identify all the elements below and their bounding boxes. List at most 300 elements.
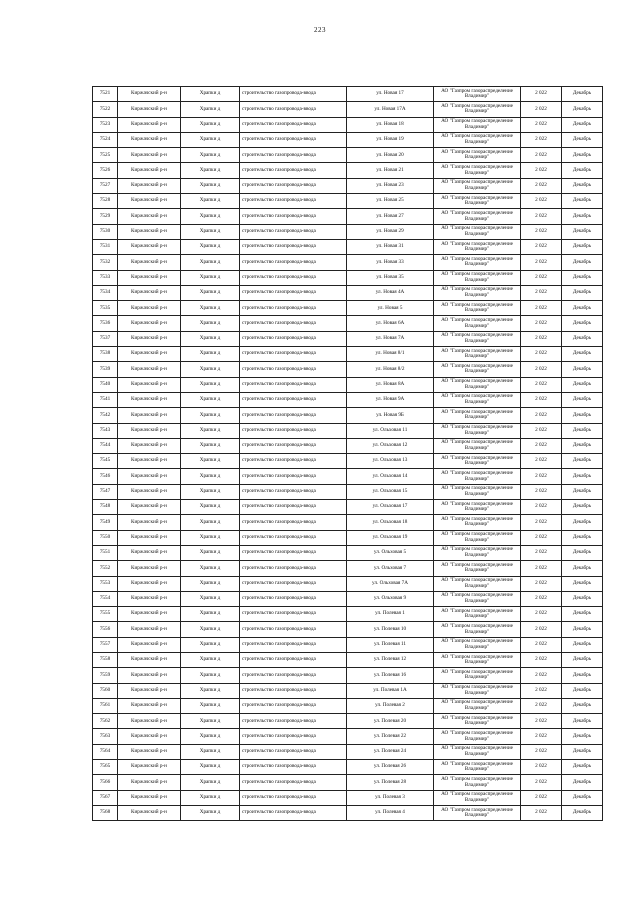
district-cell: Киржачский р-н <box>118 469 181 484</box>
organization-line-1: АО "Газпром газораспределение <box>441 454 513 461</box>
organization-cell <box>434 117 521 132</box>
work-type-cell: строительство газопровода-ввода <box>240 744 347 759</box>
table-row <box>93 637 603 652</box>
year-cell: 2 022 <box>521 362 562 377</box>
address-cell: ул. Полевая 11 <box>347 637 434 652</box>
year-cell: 2 022 <box>521 698 562 713</box>
year-cell: 2 022 <box>521 714 562 729</box>
district-cell: Киржачский р-н <box>118 270 181 285</box>
village-cell: Храпки д <box>181 239 240 254</box>
organization-cell <box>434 362 521 377</box>
organization-line-2: Владимир" <box>464 246 490 253</box>
organization-line-1: АО "Газпром газораспределение <box>441 791 513 798</box>
organization-line-2: Владимир" <box>464 93 490 100</box>
row-number-cell: 7560 <box>93 683 118 698</box>
organization-line-2: Владимир" <box>464 720 490 727</box>
organization-cell <box>434 805 521 820</box>
organization-cell <box>434 484 521 499</box>
work-type-cell: строительство газопровода-ввода <box>240 760 347 775</box>
address-cell: ул. Ольховая 13 <box>347 454 434 469</box>
organization-line-1: АО "Газпром газораспределение <box>441 393 513 400</box>
year-cell: 2 022 <box>521 637 562 652</box>
organization-line-2: Владимир" <box>464 123 490 130</box>
month-cell: Декабрь <box>562 744 603 759</box>
month-cell: Декабрь <box>562 347 603 362</box>
organization-line-1: АО "Газпром газораспределение <box>441 148 513 155</box>
year-cell: 2 022 <box>521 438 562 453</box>
district-cell: Киржачский р-н <box>118 102 181 117</box>
district-cell: Киржачский р-н <box>118 178 181 193</box>
village-cell: Храпки д <box>181 423 240 438</box>
address-cell: ул. Полевая 4 <box>347 805 434 820</box>
month-cell: Декабрь <box>562 255 603 270</box>
organization-line-2: Владимир" <box>464 781 490 788</box>
work-type-cell: строительство газопровода-ввода <box>240 698 347 713</box>
organization-cell <box>434 209 521 224</box>
village-cell: Храпки д <box>181 637 240 652</box>
month-cell: Декабрь <box>562 239 603 254</box>
organization-line-1: АО "Газпром газораспределение <box>441 378 513 385</box>
address-cell: ул. Новая 20 <box>347 148 434 163</box>
work-type-cell: строительство газопровода-ввода <box>240 224 347 239</box>
row-number-cell: 7521 <box>93 87 118 102</box>
table-row <box>93 331 603 346</box>
district-cell: Киржачский р-н <box>118 194 181 209</box>
village-cell: Храпки д <box>181 469 240 484</box>
district-cell: Киржачский р-н <box>118 591 181 606</box>
month-cell: Декабрь <box>562 591 603 606</box>
table-row <box>93 132 603 147</box>
row-number-cell: 7533 <box>93 270 118 285</box>
year-cell: 2 022 <box>521 194 562 209</box>
organization-line-2: Владимир" <box>464 766 490 773</box>
organization-line-1: АО "Газпром газораспределение <box>441 699 513 706</box>
month-cell: Декабрь <box>562 714 603 729</box>
year-cell: 2 022 <box>521 530 562 545</box>
village-cell: Храпки д <box>181 530 240 545</box>
work-type-cell: строительство газопровода-ввода <box>240 484 347 499</box>
year-cell: 2 022 <box>521 209 562 224</box>
row-number-cell: 7522 <box>93 102 118 117</box>
row-number-cell: 7566 <box>93 775 118 790</box>
organization-cell <box>434 729 521 744</box>
work-type-cell: строительство газопровода-ввода <box>240 347 347 362</box>
organization-cell <box>434 652 521 667</box>
organization-line-2: Владимир" <box>464 230 490 237</box>
year-cell: 2 022 <box>521 576 562 591</box>
village-cell: Храпки д <box>181 178 240 193</box>
address-cell: ул. Новая 19 <box>347 132 434 147</box>
month-cell: Декабрь <box>562 362 603 377</box>
organization-cell <box>434 714 521 729</box>
address-cell: ул. Ольховая 15 <box>347 484 434 499</box>
organization-cell <box>434 622 521 637</box>
organization-line-2: Владимир" <box>464 215 490 222</box>
district-cell: Киржачский р-н <box>118 515 181 530</box>
address-cell: ул. Новая 8А <box>347 377 434 392</box>
month-cell: Декабрь <box>562 637 603 652</box>
address-cell: ул. Полевая 28 <box>347 775 434 790</box>
village-cell: Храпки д <box>181 408 240 423</box>
village-cell: Храпки д <box>181 102 240 117</box>
village-cell: Храпки д <box>181 148 240 163</box>
month-cell: Декабрь <box>562 392 603 407</box>
address-cell: ул. Новая 17А <box>347 102 434 117</box>
organization-cell <box>434 347 521 362</box>
year-cell: 2 022 <box>521 224 562 239</box>
organization-cell <box>434 224 521 239</box>
organization-cell <box>434 438 521 453</box>
year-cell: 2 022 <box>521 102 562 117</box>
organization-line-1: АО "Газпром газораспределение <box>441 332 513 339</box>
row-number-cell: 7549 <box>93 515 118 530</box>
organization-line-1: АО "Газпром газораспределение <box>441 362 513 369</box>
table-row <box>93 729 603 744</box>
work-type-cell: строительство газопровода-ввода <box>240 423 347 438</box>
table-row <box>93 178 603 193</box>
organization-line-2: Владимир" <box>464 552 490 559</box>
village-cell: Храпки д <box>181 591 240 606</box>
work-type-cell: строительство газопровода-ввода <box>240 392 347 407</box>
district-cell: Киржачский р-н <box>118 148 181 163</box>
year-cell: 2 022 <box>521 652 562 667</box>
table-row <box>93 301 603 316</box>
row-number-cell: 7550 <box>93 530 118 545</box>
organization-line-1: АО "Газпром газораспределение <box>441 424 513 431</box>
work-type-cell: строительство газопровода-ввода <box>240 454 347 469</box>
month-cell: Декабрь <box>562 377 603 392</box>
work-type-cell: строительство газопровода-ввода <box>240 178 347 193</box>
month-cell: Декабрь <box>562 561 603 576</box>
district-cell: Киржачский р-н <box>118 163 181 178</box>
table-row <box>93 469 603 484</box>
month-cell: Декабрь <box>562 285 603 300</box>
row-number-cell: 7541 <box>93 392 118 407</box>
year-cell: 2 022 <box>521 347 562 362</box>
table-row <box>93 576 603 591</box>
organization-line-1: АО "Газпром газораспределение <box>441 118 513 125</box>
work-type-cell: строительство газопровода-ввода <box>240 87 347 102</box>
village-cell: Храпки д <box>181 392 240 407</box>
row-number-cell: 7524 <box>93 132 118 147</box>
row-number-cell: 7538 <box>93 347 118 362</box>
work-type-cell: строительство газопровода-ввода <box>240 132 347 147</box>
organization-line-1: АО "Газпром газораспределение <box>441 577 513 584</box>
organization-line-2: Владимир" <box>464 490 490 497</box>
address-cell: ул. Ольховая 5 <box>347 545 434 560</box>
table-row <box>93 591 603 606</box>
village-cell: Храпки д <box>181 285 240 300</box>
table-row <box>93 239 603 254</box>
organization-line-1: АО "Газпром газораспределение <box>441 164 513 171</box>
village-cell: Храпки д <box>181 194 240 209</box>
organization-line-1: АО "Газпром газораспределение <box>441 301 513 308</box>
address-cell: ул. Ольховая 19 <box>347 530 434 545</box>
district-cell: Киржачский р-н <box>118 87 181 102</box>
village-cell: Храпки д <box>181 438 240 453</box>
work-type-cell: строительство газопровода-ввода <box>240 209 347 224</box>
table-row <box>93 392 603 407</box>
organization-line-2: Владимир" <box>464 154 490 161</box>
address-cell: ул. Новая 21 <box>347 163 434 178</box>
row-number-cell: 7536 <box>93 316 118 331</box>
organization-cell <box>434 576 521 591</box>
year-cell: 2 022 <box>521 760 562 775</box>
organization-line-2: Владимир" <box>464 139 490 146</box>
month-cell: Декабрь <box>562 698 603 713</box>
address-cell: ул. Новая 35 <box>347 270 434 285</box>
table-row <box>93 255 603 270</box>
year-cell: 2 022 <box>521 729 562 744</box>
address-cell: ул. Ольховая 7А <box>347 576 434 591</box>
table-row <box>93 500 603 515</box>
organization-cell <box>434 683 521 698</box>
address-cell: ул. Новая 5 <box>347 301 434 316</box>
organization-cell <box>434 194 521 209</box>
row-number-cell: 7525 <box>93 148 118 163</box>
organization-line-1: АО "Газпром газораспределение <box>441 209 513 216</box>
address-cell: ул. Новая 8/1 <box>347 347 434 362</box>
organization-cell <box>434 132 521 147</box>
district-cell: Киржачский р-н <box>118 775 181 790</box>
month-cell: Декабрь <box>562 790 603 805</box>
organization-cell <box>434 423 521 438</box>
organization-line-2: Владимир" <box>464 383 490 390</box>
village-cell: Храпки д <box>181 87 240 102</box>
work-type-cell: строительство газопровода-ввода <box>240 239 347 254</box>
organization-line-2: Владимир" <box>464 628 490 635</box>
organization-line-2: Владимир" <box>464 521 490 528</box>
district-cell: Киржачский р-н <box>118 607 181 622</box>
organization-line-2: Владимир" <box>464 276 490 283</box>
work-type-cell: строительство газопровода-ввода <box>240 408 347 423</box>
work-type-cell: строительство газопровода-ввода <box>240 545 347 560</box>
organization-cell <box>434 561 521 576</box>
organization-cell <box>434 301 521 316</box>
work-type-cell: строительство газопровода-ввода <box>240 194 347 209</box>
district-cell: Киржачский р-н <box>118 331 181 346</box>
work-type-cell: строительство газопровода-ввода <box>240 270 347 285</box>
table-row <box>93 530 603 545</box>
organization-line-1: АО "Газпром газораспределение <box>441 286 513 293</box>
village-cell: Храпки д <box>181 347 240 362</box>
address-cell: ул. Новая 9Б <box>347 408 434 423</box>
row-number-cell: 7562 <box>93 714 118 729</box>
work-type-cell: строительство газопровода-ввода <box>240 255 347 270</box>
year-cell: 2 022 <box>521 117 562 132</box>
village-cell: Храпки д <box>181 668 240 683</box>
organization-line-1: АО "Газпром газораспределение <box>441 684 513 691</box>
year-cell: 2 022 <box>521 423 562 438</box>
year-cell: 2 022 <box>521 500 562 515</box>
work-type-cell: строительство газопровода-ввода <box>240 805 347 820</box>
village-cell: Храпки д <box>181 270 240 285</box>
organization-line-1: АО "Газпром газораспределение <box>441 668 513 675</box>
year-cell: 2 022 <box>521 239 562 254</box>
month-cell: Декабрь <box>562 545 603 560</box>
data-table <box>92 86 603 821</box>
village-cell: Храпки д <box>181 484 240 499</box>
address-cell: ул. Полевая 12 <box>347 652 434 667</box>
work-type-cell: строительство газопровода-ввода <box>240 729 347 744</box>
table-row <box>93 408 603 423</box>
organization-cell <box>434 239 521 254</box>
row-number-cell: 7539 <box>93 362 118 377</box>
row-number-cell: 7564 <box>93 744 118 759</box>
organization-line-2: Владимир" <box>464 429 490 436</box>
village-cell: Храпки д <box>181 805 240 820</box>
month-cell: Декабрь <box>562 148 603 163</box>
village-cell: Храпки д <box>181 301 240 316</box>
organization-line-1: АО "Газпром газораспределение <box>441 775 513 782</box>
district-cell: Киржачский р-н <box>118 392 181 407</box>
organization-line-2: Владимир" <box>464 750 490 757</box>
table-row <box>93 117 603 132</box>
village-cell: Храпки д <box>181 714 240 729</box>
year-cell: 2 022 <box>521 545 562 560</box>
organization-line-2: Владимир" <box>464 796 490 803</box>
month-cell: Декабрь <box>562 163 603 178</box>
village-cell: Храпки д <box>181 362 240 377</box>
organization-line-2: Владимир" <box>464 643 490 650</box>
table-row <box>93 87 603 102</box>
row-number-cell: 7558 <box>93 652 118 667</box>
address-cell: ул. Ольховая 7 <box>347 561 434 576</box>
address-cell: ул. Ольховая 18 <box>347 515 434 530</box>
district-cell: Киржачский р-н <box>118 255 181 270</box>
table-row <box>93 102 603 117</box>
work-type-cell: строительство газопровода-ввода <box>240 591 347 606</box>
row-number-cell: 7551 <box>93 545 118 560</box>
organization-line-2: Владимир" <box>464 292 490 298</box>
month-cell: Декабрь <box>562 652 603 667</box>
address-cell: ул. Новая 18 <box>347 117 434 132</box>
row-number-cell: 7568 <box>93 805 118 820</box>
organization-line-2: Владимир" <box>464 444 490 451</box>
organization-line-1: АО "Газпром газораспределение <box>441 622 513 629</box>
organization-line-1: АО "Газпром газораспределение <box>441 730 513 737</box>
table-row <box>93 760 603 775</box>
organization-line-1: АО "Газпром газораспределение <box>441 485 513 492</box>
table-row <box>93 438 603 453</box>
organization-line-1: АО "Газпром газораспределение <box>441 561 513 568</box>
organization-line-2: Владимир" <box>464 735 490 742</box>
table-row <box>93 683 603 698</box>
village-cell: Храпки д <box>181 515 240 530</box>
month-cell: Декабрь <box>562 224 603 239</box>
month-cell: Декабрь <box>562 530 603 545</box>
address-cell: ул. Полевая 20 <box>347 714 434 729</box>
year-cell: 2 022 <box>521 683 562 698</box>
year-cell: 2 022 <box>521 392 562 407</box>
table-row <box>93 805 603 820</box>
village-cell: Храпки д <box>181 561 240 576</box>
district-cell: Киржачский р-н <box>118 668 181 683</box>
table-row <box>93 316 603 331</box>
organization-line-2: Владимир" <box>464 674 490 681</box>
year-cell: 2 022 <box>521 270 562 285</box>
organization-cell <box>434 408 521 423</box>
month-cell: Декабрь <box>562 194 603 209</box>
table-row <box>93 347 603 362</box>
organization-cell <box>434 377 521 392</box>
year-cell: 2 022 <box>521 469 562 484</box>
district-cell: Киржачский р-н <box>118 530 181 545</box>
village-cell: Храпки д <box>181 775 240 790</box>
district-cell: Киржачский р-н <box>118 438 181 453</box>
year-cell: 2 022 <box>521 775 562 790</box>
row-number-cell: 7556 <box>93 622 118 637</box>
district-cell: Киржачский р-н <box>118 239 181 254</box>
table-row <box>93 790 603 805</box>
row-number-cell: 7542 <box>93 408 118 423</box>
organization-line-1: АО "Газпром газораспределение <box>441 255 513 262</box>
organization-cell <box>434 637 521 652</box>
organization-cell <box>434 285 521 300</box>
table-row <box>93 285 603 300</box>
work-type-cell: строительство газопровода-ввода <box>240 683 347 698</box>
district-cell: Киржачский р-н <box>118 545 181 560</box>
row-number-cell: 7530 <box>93 224 118 239</box>
month-cell: Декабрь <box>562 132 603 147</box>
table-row <box>93 622 603 637</box>
row-number-cell: 7555 <box>93 607 118 622</box>
organization-line-2: Владимир" <box>464 169 490 176</box>
organization-cell <box>434 270 521 285</box>
district-cell: Киржачский р-н <box>118 744 181 759</box>
organization-line-2: Владимир" <box>464 506 490 513</box>
work-type-cell: строительство газопровода-ввода <box>240 668 347 683</box>
organization-line-1: АО "Газпром газораспределение <box>441 240 513 247</box>
organization-line-2: Владимир" <box>464 307 490 314</box>
row-number-cell: 7559 <box>93 668 118 683</box>
district-cell: Киржачский р-н <box>118 301 181 316</box>
organization-line-2: Владимир" <box>464 460 490 467</box>
address-cell: ул. Полевая 16 <box>347 668 434 683</box>
village-cell: Храпки д <box>181 132 240 147</box>
year-cell: 2 022 <box>521 163 562 178</box>
address-cell: ул. Новая 9А <box>347 392 434 407</box>
address-cell: ул. Новая 6А <box>347 316 434 331</box>
organization-line-2: Владимир" <box>464 353 490 360</box>
district-cell: Киржачский р-н <box>118 698 181 713</box>
village-cell: Храпки д <box>181 760 240 775</box>
organization-line-2: Владимир" <box>464 108 490 115</box>
month-cell: Декабрь <box>562 270 603 285</box>
work-type-cell: строительство газопровода-ввода <box>240 438 347 453</box>
month-cell: Декабрь <box>562 178 603 193</box>
year-cell: 2 022 <box>521 622 562 637</box>
year-cell: 2 022 <box>521 178 562 193</box>
address-cell: ул. Полевая 22 <box>347 729 434 744</box>
work-type-cell: строительство газопровода-ввода <box>240 285 347 300</box>
district-cell: Киржачский р-н <box>118 790 181 805</box>
district-cell: Киржачский р-н <box>118 285 181 300</box>
district-cell: Киржачский р-н <box>118 362 181 377</box>
work-type-cell: строительство газопровода-ввода <box>240 102 347 117</box>
organization-cell <box>434 469 521 484</box>
month-cell: Декабрь <box>562 484 603 499</box>
village-cell: Храпки д <box>181 576 240 591</box>
table-row <box>93 454 603 469</box>
organization-line-1: АО "Газпром газораспределение <box>441 638 513 645</box>
organization-line-2: Владимир" <box>464 613 490 620</box>
organization-line-2: Владимир" <box>464 200 490 207</box>
address-cell: ул. Новая 31 <box>347 239 434 254</box>
work-type-cell: строительство газопровода-ввода <box>240 790 347 805</box>
address-cell: ул. Новая 7А <box>347 331 434 346</box>
table-row <box>93 163 603 178</box>
